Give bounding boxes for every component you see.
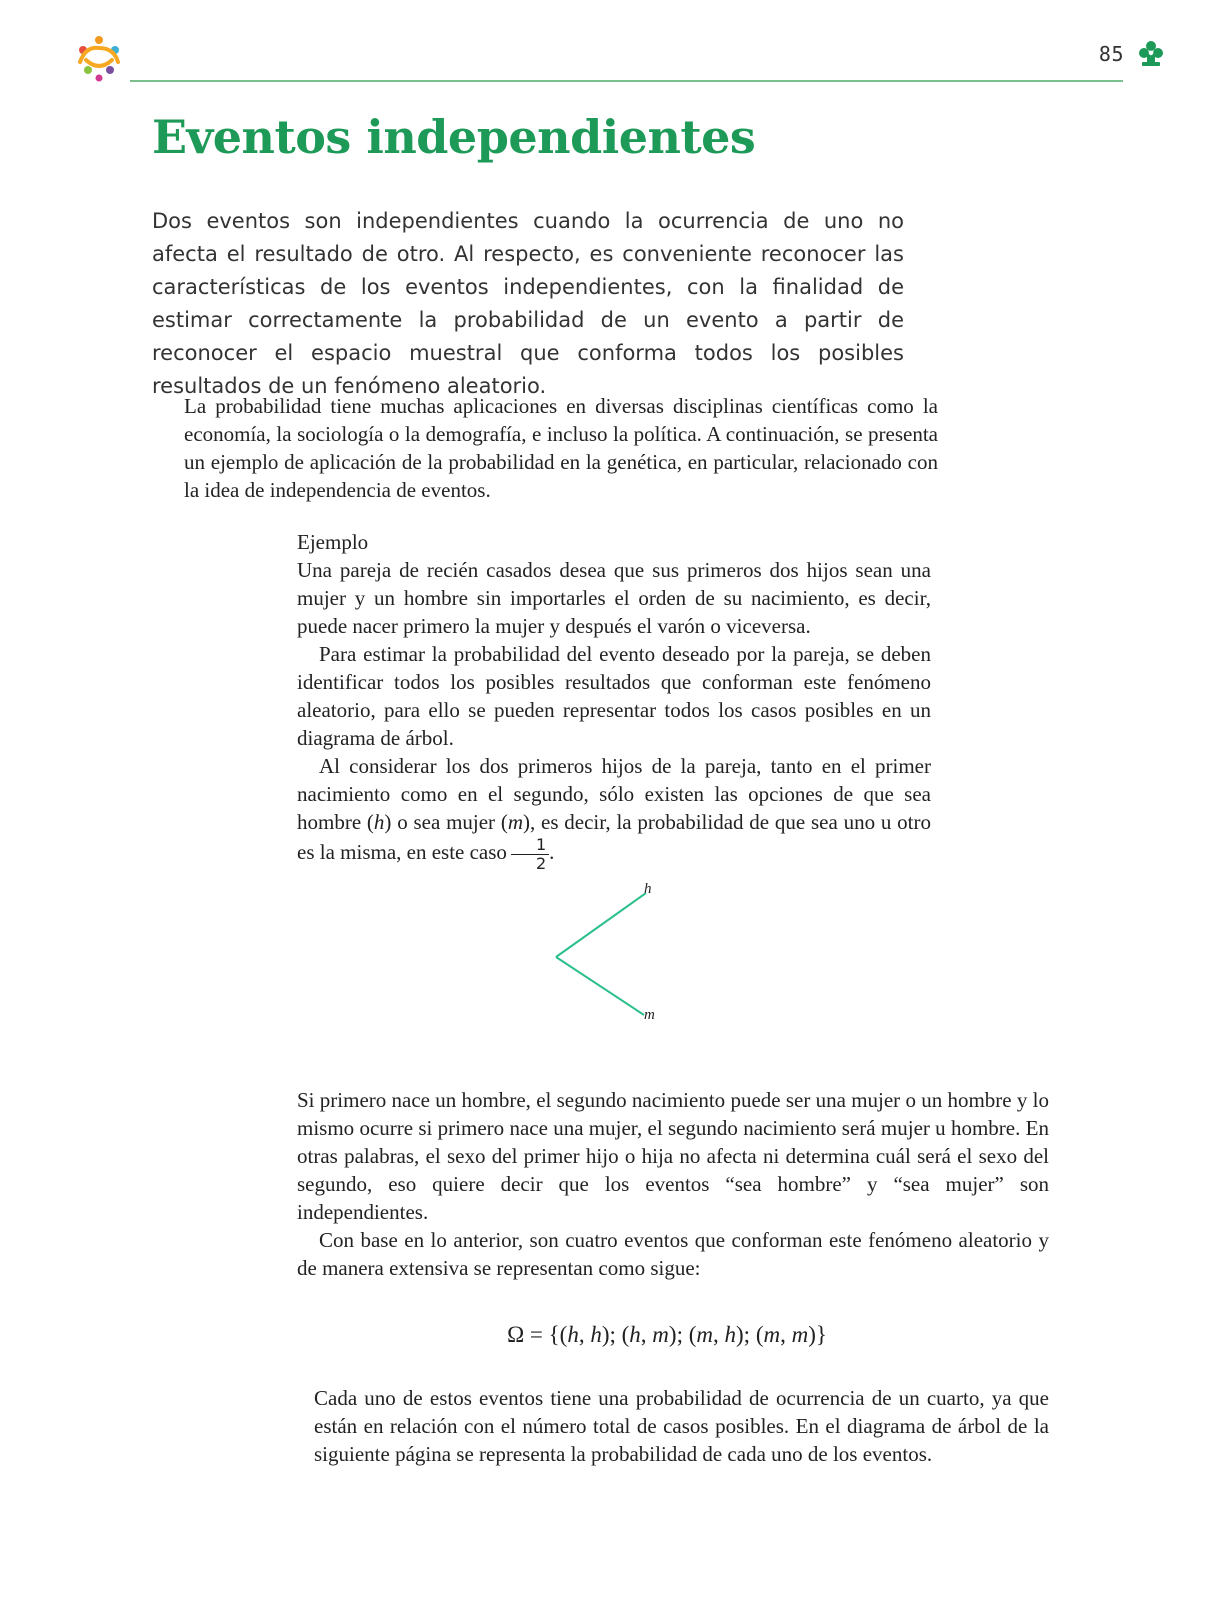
lower-paragraph-2: Con base en lo anterior, son cuatro eventos que conforman este fenómeno aleatorio y de manera extensiva se representan como sigue: — [297, 1228, 1049, 1280]
intro-paragraph: Dos eventos son independientes cuando la ocurrencia de uno no afecta el resultado de otro. Al respecto, es conveniente reconocer las características de los eventos independientes, con la finalidad de estimar correctamente la probabilidad de un evento a partir de reconocer el espacio muestral que conforma todos los posibles resultados de un fenómeno aleatorio. — [152, 209, 904, 398]
example-paragraph-1: Una pareja de recién casados desea que sus primeros dos hijos sean una mujer y un hombre sin importarles el orden de su nacimiento, es decir, puede nacer primero la mujer y después el varón o viceversa. — [297, 558, 931, 638]
example-p3-text-b: ) o sea mujer ( — [384, 810, 508, 834]
example-section — [297, 528, 931, 873]
example-heading: Ejemplo — [297, 530, 369, 554]
example-p3-text-c: ), es decir, la probabilidad de que sea uno u otro es la misma, en este caso — [297, 810, 931, 864]
variable-h: h — [373, 810, 385, 834]
sample-space-formula: Ω = {(h, h); (h, m); (m, h); (m, m)} — [507, 1322, 827, 1347]
fraction-numerator: 1 — [511, 836, 549, 855]
probability-tree-diagram — [540, 875, 680, 1025]
example-paragraph-3 — [297, 752, 931, 873]
header-divider — [130, 80, 1123, 82]
page-title: Eventos independientes — [152, 110, 756, 164]
example-p3-text-a: Al considerar los dos primeros hijos de la pareja, tanto en el primer nacimiento como en el segundo, sólo existen las opciones de que sea hombre ( — [297, 754, 931, 834]
lower-paragraph-1: Si primero nace un hombre, el segundo nacimiento puede ser una mujer o un hombre y lo mismo ocurre si primero nace una mujer, el segundo nacimiento será mujer u hombre. En otras palabras, el sexo del primer hijo o hija no afecta ni determina cuál será el sexo del segundo, eso quiere decir que los eventos “sea hombre” y “sea mujer” son independientes. — [297, 1088, 1049, 1224]
tree-label-h: h — [644, 881, 652, 897]
fraction-denominator: 2 — [535, 854, 547, 873]
example-paragraph-2: Para estimar la probabilidad del evento deseado por la pareja, se deben identificar todos los posibles resultados que conforman este fenómeno aleatorio, para ello se pueden representar todos los casos posibles en un diagrama de árbol. — [297, 642, 931, 750]
probability-applications-paragraph: La probabilidad tiene muchas aplicaciones en diversas disciplinas científicas como la economía, la sociología o la demografía, e incluso la política. A continuación, se presenta un ejemplo de aplicación de la probabilidad en la genética, en particular, relacionado con la idea de independencia de eventos. — [184, 394, 938, 502]
tree-label-m: m — [644, 1007, 655, 1023]
example-p3-end: . — [549, 840, 555, 864]
people-circle-logo-icon — [72, 32, 126, 84]
probability-each-event-paragraph: Cada uno de estos eventos tiene una probabilidad de ocurrencia de un cuarto, ya que están en relación con el número total de casos posibles. En el diagrama de árbol de la siguiente página se representa la probabilidad de cada uno de los eventos. — [314, 1386, 1049, 1466]
green-emblem-icon — [1138, 40, 1164, 68]
tree-branch-bottom — [556, 957, 644, 1015]
variable-m: m — [507, 810, 523, 834]
tree-branch-top — [556, 893, 646, 957]
lower-section — [297, 1086, 1049, 1282]
fraction-one-half — [511, 836, 549, 873]
page-number: 85 — [1098, 42, 1124, 66]
